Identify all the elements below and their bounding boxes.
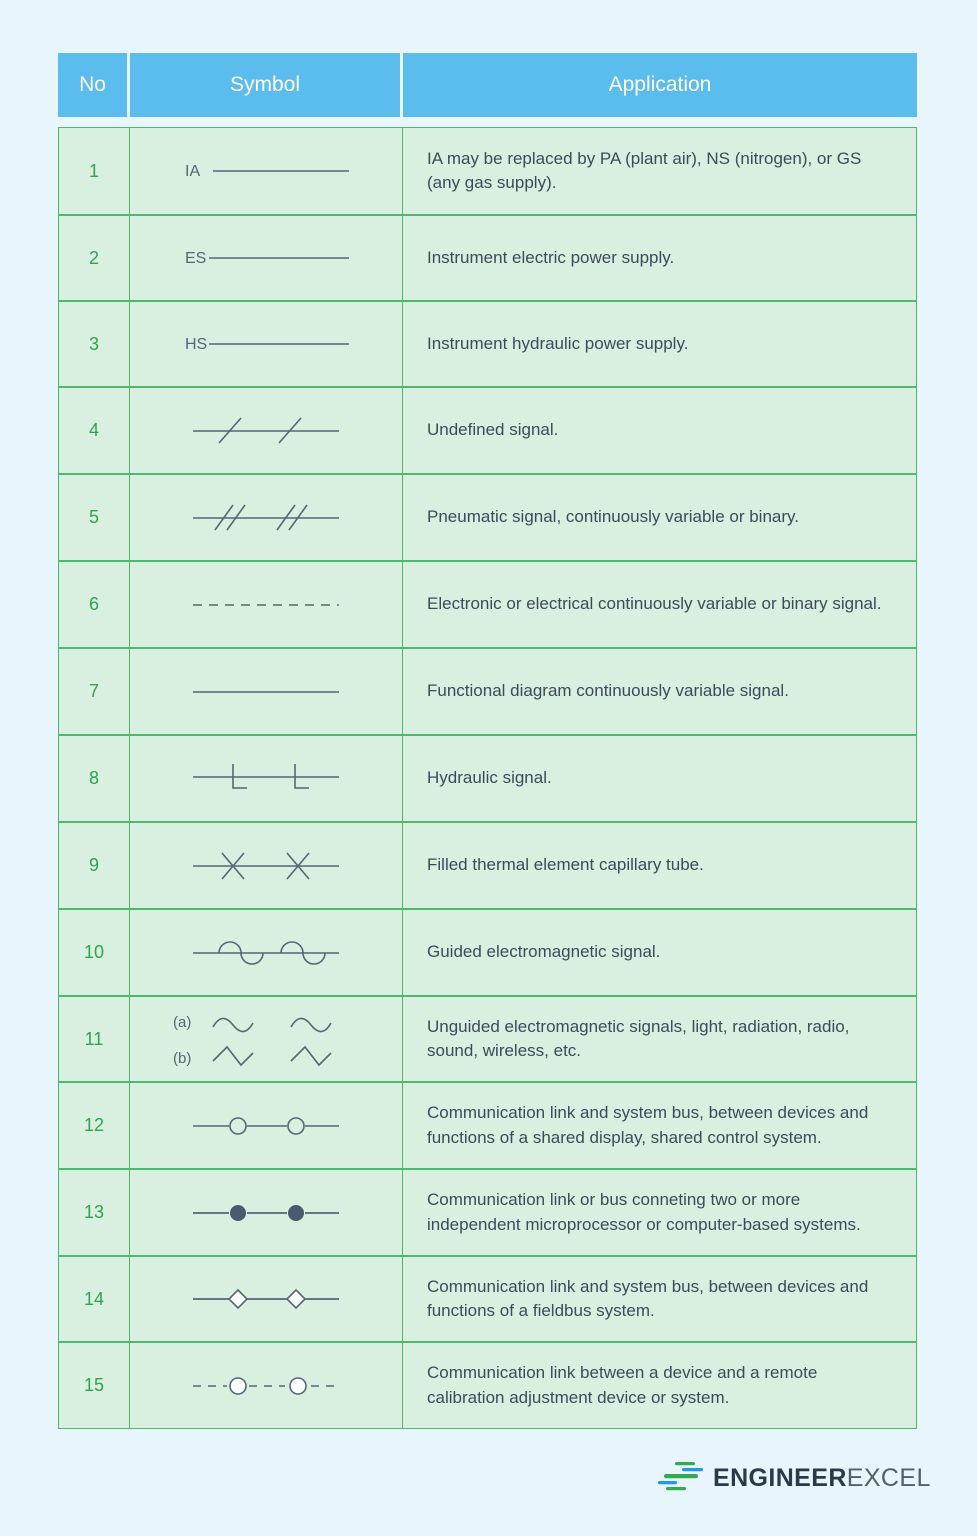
symbol-sublabel-b: (b) [173,1050,192,1067]
engineerexcel-logo[interactable] [658,1456,931,1500]
shared-display-link-line-icon [171,1109,361,1143]
table-header-row [58,53,917,117]
pneumatic-signal-line-icon [171,496,361,540]
application-text: Communication link and system bus, between devices and functions of a fieldbus system. [403,1256,917,1342]
symbol-cell-functional-diagram-signal-line [130,648,403,735]
application-text: Electronic or electrical continuously variable or binary signal. [403,561,917,648]
row-number: 14 [58,1256,130,1342]
table-row [58,822,917,909]
header-body-gap [58,117,917,127]
table-row [58,735,917,822]
table-row [58,1342,917,1429]
application-text: Pneumatic signal, continuously variable or binary. [403,474,917,561]
remote-calibration-link-line-icon [171,1369,361,1403]
row-number: 1 [58,127,130,215]
row-number: 7 [58,648,130,735]
column-header-application: Application [403,53,917,117]
application-text: Hydraulic signal. [403,735,917,822]
row-number: 10 [58,909,130,996]
symbol-cell-microprocessor-link-line [130,1169,403,1256]
symbol-label-hs: HS [185,336,208,353]
table-row [58,215,917,301]
table-row [58,648,917,735]
application-text: Communication link or bus conneting two or more independent microprocessor or computer-based systems. [403,1169,917,1256]
application-text: Communication link and system bus, between devices and functions of a shared display, shared control system. [403,1082,917,1169]
table-row [58,474,917,561]
microprocessor-link-line-icon [171,1196,361,1230]
symbol-cell-hydraulic-supply-line [130,301,403,387]
row-number: 2 [58,215,130,301]
symbol-cell-undefined-signal-line [130,387,403,474]
row-number: 3 [58,301,130,387]
row-number: 8 [58,735,130,822]
column-header-no: No [58,53,130,117]
guided-electromagnetic-signal-line-icon [171,931,361,975]
table-row [58,996,917,1082]
logo-text-light: EXCEL [846,1463,931,1492]
table-row [58,1169,917,1256]
row-number: 5 [58,474,130,561]
application-text: Filled thermal element capillary tube. [403,822,917,909]
instrument-air-supply-line-icon [171,151,361,191]
symbol-label-ia: IA [185,163,201,180]
row-number: 13 [58,1169,130,1256]
functional-diagram-signal-line-icon [171,672,361,712]
table-row [58,1256,917,1342]
electronic-signal-line-icon [171,585,361,625]
symbol-cell-hydraulic-signal-line [130,735,403,822]
logo-text-bold: ENGINEER [713,1463,847,1492]
table-row [58,387,917,474]
capillary-tube-line-icon [171,844,361,888]
symbol-cell-capillary-tube-line [130,822,403,909]
symbol-cell-electric-supply-line [130,215,403,301]
table-row [58,909,917,996]
application-text: Unguided electromagnetic signals, light, radiation, radio, sound, wireless, etc. [403,996,917,1082]
fieldbus-link-line-icon [171,1282,361,1316]
undefined-signal-line-icon [171,409,361,453]
application-text: Functional diagram continuously variable signal. [403,648,917,735]
column-header-symbol: Symbol [130,53,403,117]
application-text: IA may be replaced by PA (plant air), NS (nitrogen), or GS (any gas supply). [403,127,917,215]
application-text: Instrument hydraulic power supply. [403,301,917,387]
application-text: Communication link between a device and a remote calibration adjustment device or system. [403,1342,917,1429]
application-text: Undefined signal. [403,387,917,474]
row-number: 12 [58,1082,130,1169]
hydraulic-signal-line-icon [171,757,361,801]
electric-supply-line-icon [171,238,361,278]
symbol-reference-table [58,53,917,1429]
symbol-cell-electronic-signal-line [130,561,403,648]
hydraulic-supply-line-icon [171,324,361,364]
symbol-sublabel-a: (a) [173,1014,192,1031]
symbol-label-es: ES [185,250,207,267]
unguided-electromagnetic-signal-line-icon [161,1003,371,1075]
engineerexcel-logo-text [713,1463,931,1492]
table-header [58,53,917,117]
symbol-cell-shared-display-link-line [130,1082,403,1169]
symbol-cell-pneumatic-signal-line [130,474,403,561]
table-row [58,301,917,387]
engineerexcel-logo-mark-icon [658,1461,704,1495]
symbol-cell-unguided-electromagnetic-signal-line [130,996,403,1082]
table-row [58,127,917,215]
symbol-cell-instrument-air-supply-line [130,127,403,215]
table-row [58,1082,917,1169]
row-number: 4 [58,387,130,474]
symbol-cell-fieldbus-link-line [130,1256,403,1342]
symbol-cell-remote-calibration-link-line [130,1342,403,1429]
symbol-cell-guided-electromagnetic-signal-line [130,909,403,996]
row-number: 9 [58,822,130,909]
row-number: 6 [58,561,130,648]
application-text: Guided electromagnetic signal. [403,909,917,996]
table-row [58,561,917,648]
row-number: 11 [58,996,130,1082]
row-number: 15 [58,1342,130,1429]
application-text: Instrument electric power supply. [403,215,917,301]
table-body [58,117,917,1429]
